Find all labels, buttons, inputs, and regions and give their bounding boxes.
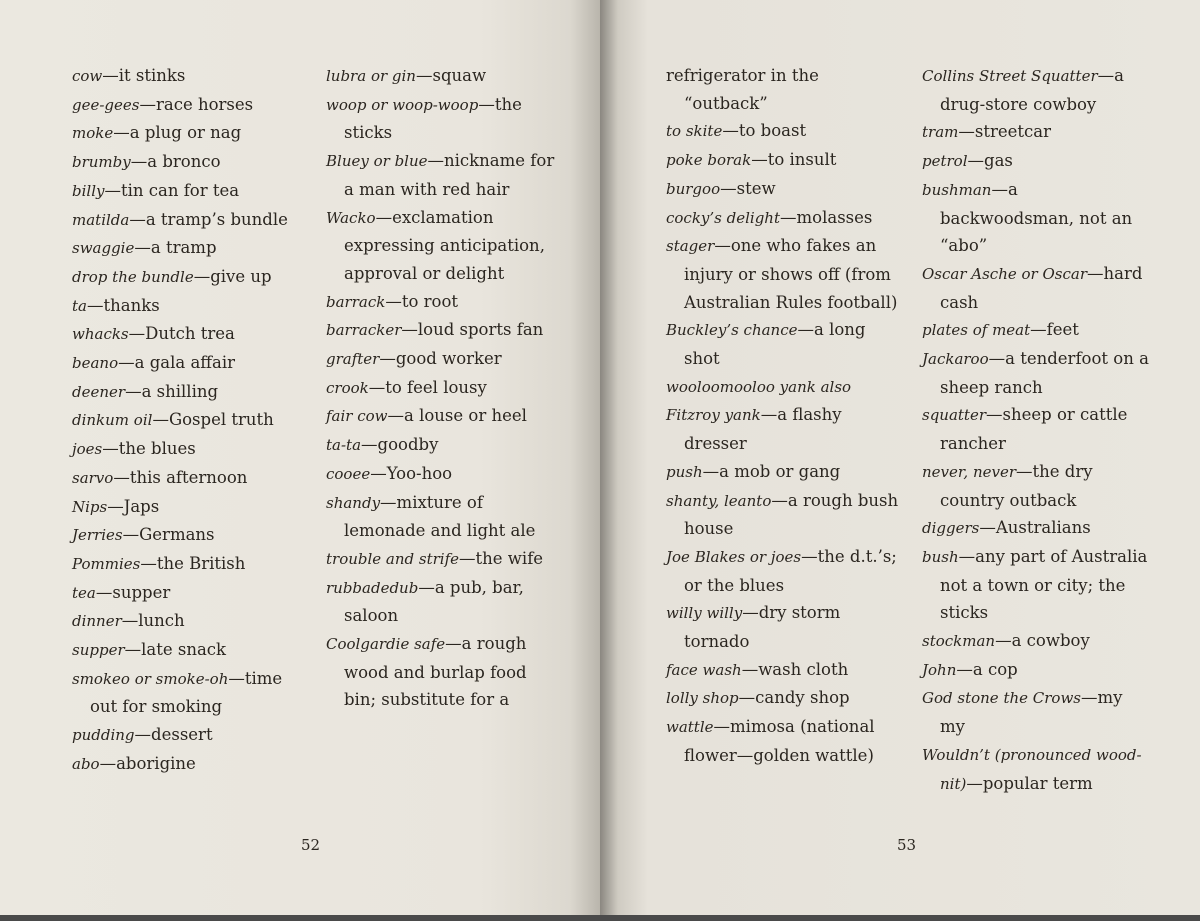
entry-term: joes xyxy=(72,440,103,459)
glossary-entry xyxy=(922,176,1152,260)
entry-definition: a drug-store cowboy xyxy=(940,66,1124,114)
entry-dash: — xyxy=(102,439,119,459)
entry-definition: a tenderfoot on a sheep ranch xyxy=(940,349,1149,397)
page-number-left: 52 xyxy=(301,836,321,854)
glossary-entry xyxy=(666,373,902,402)
glossary-entry xyxy=(72,292,304,321)
glossary-entry xyxy=(72,148,304,177)
entry-definition: the wife xyxy=(475,548,544,568)
glossary-entry xyxy=(666,146,902,175)
entry-definition: the dry country outback xyxy=(940,461,1093,510)
entry-definition: supper xyxy=(112,582,171,602)
glossary-entry xyxy=(326,316,558,345)
entry-definition: a plug or nag xyxy=(129,123,242,143)
right-page-column-1 xyxy=(666,62,902,770)
entry-dash: — xyxy=(738,688,756,708)
entry-dash: — xyxy=(130,152,148,172)
glossary-entry xyxy=(326,91,558,147)
entry-term: stockman xyxy=(922,632,996,651)
entry-dash: — xyxy=(125,381,142,401)
entry-term: burgoo xyxy=(666,179,721,198)
entry-definition: loud sports fan xyxy=(417,320,544,340)
glossary-entry xyxy=(72,263,304,292)
entry-term: moke xyxy=(72,124,114,143)
entry-definition: race horses xyxy=(155,94,254,114)
entry-dash: — xyxy=(99,753,117,773)
entry-dash: — xyxy=(780,207,797,227)
entry-definition: any part of Australia not a town or city; the sticks xyxy=(940,546,1148,623)
glossary-entry xyxy=(922,118,1152,147)
entry-dash: — xyxy=(121,611,139,631)
glossary-entry xyxy=(72,550,304,579)
entry-definition: a louse or heel xyxy=(404,406,527,426)
entry-definition: a gala affair xyxy=(134,353,236,373)
entry-definition: a flashy dresser xyxy=(684,405,842,454)
glossary-entry xyxy=(666,713,902,769)
entry-definition: exclamation expressing anticipation, approval or delight xyxy=(344,207,545,283)
glossary-entry xyxy=(326,402,558,431)
entry-term: smokeo or smoke-oh xyxy=(72,669,229,688)
glossary-entry xyxy=(922,514,1152,543)
entry-dash: — xyxy=(113,123,130,143)
entry-definition: Germans xyxy=(139,525,215,545)
glossary-entry xyxy=(72,493,304,522)
entry-term: dinkum oil xyxy=(72,411,153,430)
entry-term: sarvo xyxy=(72,468,114,487)
entry-dash: — xyxy=(370,463,387,483)
entry-term: plates of meat xyxy=(922,321,1031,340)
entry-dash: — xyxy=(134,238,151,258)
entry-term: wattle xyxy=(666,718,714,737)
entry-term: wooloomooloo yank also xyxy=(666,377,852,396)
entry-definition: my my xyxy=(940,688,1123,737)
entry-dash: — xyxy=(86,295,104,315)
entry-dash: — xyxy=(445,634,462,654)
glossary-entry xyxy=(922,543,1152,627)
entry-dash: — xyxy=(797,320,814,340)
entry-dash: — xyxy=(193,266,211,286)
glossary-entry xyxy=(326,345,558,374)
entry-term: fair cow xyxy=(326,407,388,426)
entry-term: abo xyxy=(72,754,100,773)
entry-definition: feet xyxy=(1046,320,1079,340)
entry-term: trouble and strife xyxy=(326,549,460,568)
glossary-entry xyxy=(72,521,304,550)
entry-term: matilda xyxy=(72,210,130,229)
entry-definition: to feel lousy xyxy=(385,377,487,397)
glossary-entry xyxy=(666,62,902,117)
entry-term: Fitzroy yank xyxy=(666,406,761,425)
glossary-entry xyxy=(922,62,1152,118)
entry-definition: thanks xyxy=(103,295,160,315)
entry-dash: — xyxy=(702,461,720,481)
glossary-entry xyxy=(326,288,558,317)
entry-definition: a tramp’s bundle xyxy=(145,209,288,229)
entry-term: Jackaroo xyxy=(922,350,989,369)
entry-dash: — xyxy=(139,94,156,114)
glossary-entry xyxy=(666,117,902,146)
glossary-entry xyxy=(72,91,304,120)
entry-dash: — xyxy=(751,150,768,170)
entry-term: poke borak xyxy=(666,151,752,170)
entry-term: cocky’s delight xyxy=(666,208,780,227)
entry-dash: — xyxy=(771,490,788,510)
entry-definition: goodby xyxy=(377,435,439,455)
entry-term: face wash xyxy=(666,660,742,679)
glossary-entry xyxy=(72,464,304,493)
entry-term: squatter xyxy=(922,406,987,425)
entry-dash: — xyxy=(379,349,396,369)
entry-dash: — xyxy=(368,377,386,397)
entry-term: brumby xyxy=(72,153,131,172)
glossary-entry xyxy=(72,636,304,665)
entry-term: cow xyxy=(72,67,103,85)
entry-term: rubbadedub xyxy=(326,578,419,597)
entry-dash: — xyxy=(102,66,119,85)
entry-definition: mimosa (national flower—golden wattle) xyxy=(684,717,875,765)
glossary-entry xyxy=(326,204,558,288)
entry-dash: — xyxy=(714,236,731,256)
entry-dash: — xyxy=(118,353,135,373)
entry-definition: to boast xyxy=(738,121,807,141)
entry-dash: — xyxy=(1087,263,1104,283)
entry-dash: — xyxy=(361,435,378,455)
glossary-entry xyxy=(72,721,304,750)
entry-term: cooee xyxy=(326,464,371,483)
entry-definition: a backwoodsman, not an “abo” xyxy=(940,179,1133,256)
glossary-entry xyxy=(666,401,902,457)
entry-definition: the sticks xyxy=(344,94,522,143)
entry-definition: the d.t.’s; or the blues xyxy=(684,546,897,595)
entry-dash: — xyxy=(713,717,731,737)
entry-definition: a pub, bar, saloon xyxy=(344,577,524,626)
entry-definition: a long shot xyxy=(684,320,866,369)
entry-definition: mixture of lemonade and light ale xyxy=(344,492,536,541)
entry-definition: dry storm tornado xyxy=(684,603,841,652)
entry-dash: — xyxy=(1081,688,1098,708)
entry-term: beano xyxy=(72,354,119,373)
entry-definition: time out for smoking xyxy=(90,668,283,717)
entry-term: Nips xyxy=(72,497,108,516)
entry-dash: — xyxy=(995,631,1012,651)
glossary-entry xyxy=(72,607,304,636)
entry-definition: one who fakes an injury or shows off (from Australian Rules football) xyxy=(684,236,898,312)
entry-definition: a bronco xyxy=(147,152,221,172)
entry-dash: — xyxy=(375,207,393,227)
entry-definition: wash cloth xyxy=(758,659,849,679)
glossary-entry xyxy=(922,458,1152,514)
entry-dash: — xyxy=(152,410,169,430)
entry-dash: — xyxy=(956,659,973,679)
entry-dash: — xyxy=(742,603,759,623)
glossary-entry xyxy=(72,234,304,263)
right-page-column-2 xyxy=(922,62,1152,798)
entry-definition: to root xyxy=(401,291,459,311)
entry-term: grafter xyxy=(326,350,380,369)
entry-definition: sheep or cattle rancher xyxy=(940,405,1128,454)
glossary-entry xyxy=(922,684,1152,740)
glossary-entry xyxy=(326,545,558,574)
glossary-entry xyxy=(922,260,1152,316)
entry-term: drop the bundle xyxy=(72,267,194,286)
entry-dash: — xyxy=(760,405,778,425)
entry-definition: aborigine xyxy=(116,753,196,773)
entry-term: petrol xyxy=(922,152,968,171)
entry-term: lolly shop xyxy=(666,689,739,708)
entry-term: bushman xyxy=(922,180,992,199)
entry-dash: — xyxy=(991,179,1008,199)
entry-dash: — xyxy=(134,725,152,745)
entry-definition: a cop xyxy=(972,659,1018,679)
entry-definition: streetcar xyxy=(974,122,1051,142)
glossary-entry xyxy=(326,460,558,489)
entry-term: willy willy xyxy=(666,604,743,623)
glossary-entry xyxy=(922,147,1152,176)
entry-dash: — xyxy=(1016,461,1033,481)
entry-definition: tin can for tea xyxy=(120,180,240,200)
entry-definition: this afternoon xyxy=(129,467,248,487)
entry-term: pudding xyxy=(72,726,135,745)
entry-term: dinner xyxy=(72,612,122,631)
entry-dash: — xyxy=(958,122,975,142)
entry-dash: — xyxy=(128,324,146,344)
entry-term: swaggie xyxy=(72,239,135,258)
glossary-entry xyxy=(922,741,1152,798)
entry-definition: Gospel truth xyxy=(168,410,274,430)
entry-definition: a rough wood and burlap food bin; substitute for a xyxy=(344,634,527,710)
glossary-entry xyxy=(666,684,902,713)
entry-dash: — xyxy=(801,546,818,566)
entry-dash: — xyxy=(427,151,445,171)
entry-term: bush xyxy=(922,547,959,566)
entry-term: gee-gees xyxy=(72,95,140,114)
entry-term: Pommies xyxy=(72,554,141,573)
entry-term: tram xyxy=(922,123,959,142)
glossary-entry xyxy=(922,627,1152,656)
entry-term: deener xyxy=(72,382,126,401)
entry-dash: — xyxy=(113,467,130,487)
entry-definition: to insult xyxy=(767,150,837,170)
entry-term: Collins Street Squatter xyxy=(922,67,1098,85)
entry-definition: Australians xyxy=(995,518,1091,538)
glossary-entry xyxy=(666,599,902,655)
entry-term: God stone the Crows xyxy=(922,689,1081,708)
entry-definition: good worker xyxy=(395,349,502,369)
entry-term: Oscar Asche or Oscar xyxy=(922,264,1087,283)
entry-term: diggers xyxy=(922,519,980,538)
glossary-entry xyxy=(72,435,304,464)
entry-definition: molasses xyxy=(796,207,873,227)
glossary-entry xyxy=(666,543,902,599)
entry-term: shanty, leanto xyxy=(666,491,772,510)
glossary-entry xyxy=(72,750,304,779)
entry-dash: — xyxy=(418,577,435,597)
entry-dash: — xyxy=(401,320,418,340)
entry-term: Coolgardie safe xyxy=(326,635,446,654)
entry-term: whacks xyxy=(72,325,129,344)
entry-dash: — xyxy=(124,640,142,660)
entry-term: Jerries xyxy=(72,526,123,545)
glossary-entry xyxy=(72,119,304,148)
book-bottom-edge xyxy=(0,915,1200,921)
entry-term: ta xyxy=(72,296,87,315)
entry-definition: the blues xyxy=(118,439,196,459)
entry-term: lubra or gin xyxy=(326,67,416,85)
entry-dash: — xyxy=(979,518,996,538)
entry-definition: stew xyxy=(736,178,776,198)
entry-dash: — xyxy=(385,291,402,311)
entry-definition: it stinks xyxy=(118,66,186,85)
left-page-column-1 xyxy=(72,62,304,779)
entry-definition: the British xyxy=(156,553,246,573)
glossary-entry xyxy=(72,378,304,407)
entry-term: barrack xyxy=(326,292,386,311)
entry-dash: — xyxy=(228,668,245,688)
entry-term: barracker xyxy=(326,321,402,340)
glossary-entry xyxy=(72,579,304,608)
entry-dash: — xyxy=(741,659,759,679)
entry-definition: late snack xyxy=(141,640,227,660)
entry-dash: — xyxy=(720,178,737,198)
glossary-entry xyxy=(72,206,304,235)
entry-term: billy xyxy=(72,181,105,200)
entry-definition: lunch xyxy=(138,611,185,631)
glossary-entry xyxy=(666,316,902,372)
glossary-entry xyxy=(922,656,1152,685)
glossary-entry xyxy=(326,147,558,203)
entry-term: supper xyxy=(72,641,125,660)
glossary-entry xyxy=(666,656,902,685)
entry-definition: nickname for a man with red hair xyxy=(344,151,555,199)
glossary-entry xyxy=(72,665,304,721)
entry-dash: — xyxy=(107,496,124,516)
glossary-entry xyxy=(326,431,558,460)
glossary-entry xyxy=(72,62,304,91)
glossary-entry xyxy=(666,458,902,487)
entry-dash: — xyxy=(478,94,495,114)
entry-definition: Dutch trea xyxy=(145,324,235,344)
glossary-entry xyxy=(72,349,304,378)
entry-term: Wouldn’t (pronounced wood-nit) xyxy=(922,745,1142,793)
glossary-entry xyxy=(326,574,558,630)
entry-definition: Japs xyxy=(123,496,160,516)
entry-definition: popular term xyxy=(982,773,1093,793)
entry-dash: — xyxy=(140,553,157,573)
entry-definition: a shilling xyxy=(141,381,219,401)
glossary-entry xyxy=(72,406,304,435)
glossary-entry xyxy=(666,175,902,204)
entry-definition: give up xyxy=(210,266,272,286)
glossary-entry xyxy=(922,345,1152,401)
entry-definition: a rough bush house xyxy=(684,490,899,539)
right-page xyxy=(600,0,1200,921)
entry-dash: — xyxy=(122,525,140,545)
entry-definition: dessert xyxy=(151,725,213,745)
left-page-column-2 xyxy=(326,62,558,714)
glossary-entry xyxy=(72,177,304,206)
entry-term: Buckley’s chance xyxy=(666,321,798,340)
entry-term: Joe Blakes or joes xyxy=(666,547,802,566)
entry-definition: refrigerator in the “outback” xyxy=(666,66,819,113)
entry-definition: Yoo-hoo xyxy=(386,463,453,483)
entry-dash: — xyxy=(988,349,1006,369)
glossary-entry xyxy=(72,320,304,349)
entry-definition: squaw xyxy=(432,66,487,85)
glossary-entry xyxy=(922,401,1152,457)
glossary-entry xyxy=(326,62,558,91)
entry-term: tea xyxy=(72,583,96,602)
entry-term: Wacko xyxy=(326,208,376,227)
entry-term: John xyxy=(922,660,957,679)
entry-term: stager xyxy=(666,237,715,256)
entry-dash: — xyxy=(722,121,739,141)
glossary-entry xyxy=(666,487,902,543)
entry-term: crook xyxy=(326,378,369,397)
entry-dash: — xyxy=(415,66,433,85)
glossary-entry xyxy=(666,204,902,233)
entry-dash: — xyxy=(459,548,476,568)
entry-dash: — xyxy=(958,546,976,566)
entry-term: woop or woop-woop xyxy=(326,95,479,114)
entry-term: push xyxy=(666,462,703,481)
entry-term: shandy xyxy=(326,493,381,512)
entry-dash: — xyxy=(129,209,146,229)
glossary-entry xyxy=(666,232,902,316)
glossary-entry xyxy=(326,374,558,403)
entry-term: ta-ta xyxy=(326,436,362,455)
glossary-entry xyxy=(326,630,558,714)
entry-dash: — xyxy=(967,151,985,171)
entry-definition: candy shop xyxy=(755,688,850,708)
entry-dash: — xyxy=(1030,320,1047,340)
entry-term: Bluey or blue xyxy=(326,152,428,171)
entry-dash: — xyxy=(1097,66,1115,85)
entry-term: to skite xyxy=(666,122,723,141)
entry-dash: — xyxy=(380,492,397,512)
glossary-entry xyxy=(922,316,1152,345)
entry-dash: — xyxy=(104,180,121,200)
entry-term: never, never xyxy=(922,462,1017,481)
entry-dash: — xyxy=(966,773,983,793)
entry-definition: a cowboy xyxy=(1011,631,1090,651)
entry-definition: hard cash xyxy=(940,263,1143,312)
entry-dash: — xyxy=(387,406,405,426)
entry-dash: — xyxy=(95,582,113,602)
page-number-right: 53 xyxy=(897,836,917,854)
entry-definition: a mob or gang xyxy=(719,461,841,481)
glossary-entry xyxy=(326,489,558,545)
entry-definition: a tramp xyxy=(150,238,217,258)
entry-dash: — xyxy=(986,405,1003,425)
entry-definition: gas xyxy=(984,151,1013,171)
